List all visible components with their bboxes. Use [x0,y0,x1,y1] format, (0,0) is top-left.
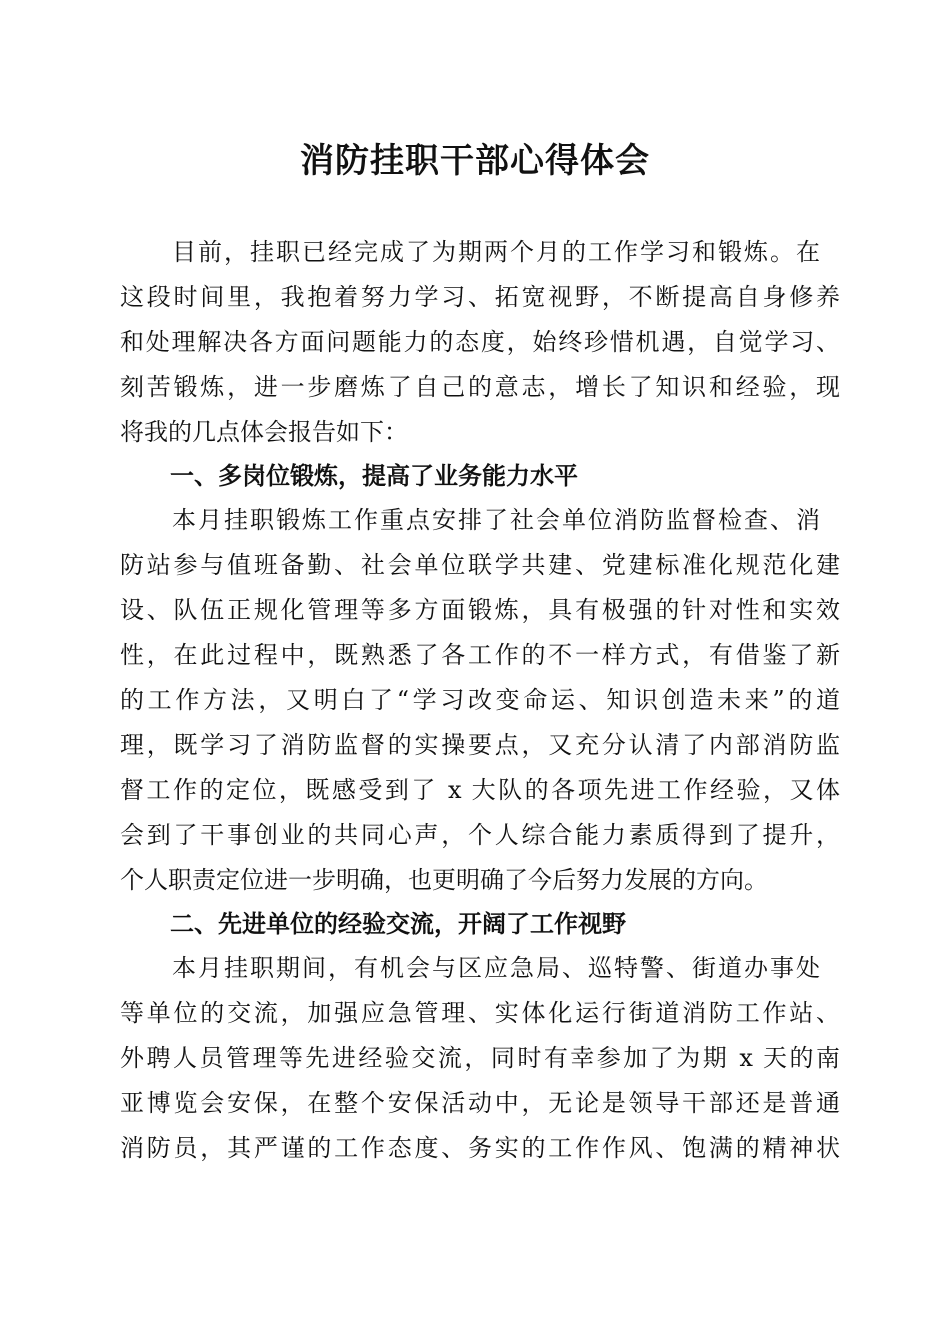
paragraph-3-line-4: 亚博览会安保，在整个安保活动中，无论是领导干部还是普通 [120,1089,840,1117]
paragraph-2-line-9: 个人职责定位进一步明确，也更明确了今后努力发展的方向。 [120,866,768,894]
paragraph-3-line-1: 本月挂职期间，有机会与区应急局、巡特警、街道办事处 [172,954,820,982]
paragraph-1-line-2: 这段时间里，我抱着努力学习、拓宽视野，不断提高自身修养 [120,283,840,311]
section-heading-1: 一、多岗位锻炼，提高了业务能力水平 [170,462,578,490]
paragraph-2-line-2: 防站参与值班备勤、社会单位联学共建、党建标准化规范化建 [120,551,840,579]
paragraph-2-line-3: 设、队伍正规化管理等多方面锻炼，具有极强的针对性和实效 [120,596,840,624]
paragraph-2-line-1: 本月挂职锻炼工作重点安排了社会单位消防监督检查、消 [172,506,820,534]
paragraph-2-line-7: 督工作的定位，既感受到了 x 大队的各项先进工作经验，又体 [120,776,840,804]
paragraph-3-line-5: 消防员，其严谨的工作态度、务实的工作作风、饱满的精神状 [120,1134,840,1162]
paragraph-2-line-5: 的工作方法，又明白了“学习改变命运、知识创造未来”的道 [120,686,840,714]
section-heading-2: 二、先进单位的经验交流，开阔了工作视野 [170,910,626,938]
paragraph-3-line-2: 等单位的交流，加强应急管理、实体化运行街道消防工作站、 [120,999,840,1027]
paragraph-2-line-4: 性，在此过程中，既熟悉了各工作的不一样方式，有借鉴了新 [120,641,840,669]
paragraph-1-line-3: 和处理解决各方面问题能力的态度，始终珍惜机遇，自觉学习、 [120,328,840,356]
paragraph-3-line-3: 外聘人员管理等先进经验交流，同时有幸参加了为期 x 天的南 [120,1044,840,1072]
paragraph-1-line-5: 将我的几点体会报告如下： [120,418,408,446]
paragraph-1-line-1: 目前，挂职已经完成了为期两个月的工作学习和锻炼。在 [172,238,820,266]
paragraph-2-line-6: 理，既学习了消防监督的实操要点，又充分认清了内部消防监 [120,731,840,759]
document-title: 消防挂职干部心得体会 [300,141,650,181]
paragraph-1-line-4: 刻苦锻炼，进一步磨炼了自己的意志，增长了知识和经验，现 [120,373,840,401]
paragraph-2-line-8: 会到了干事创业的共同心声，个人综合能力素质得到了提升， [120,821,840,849]
